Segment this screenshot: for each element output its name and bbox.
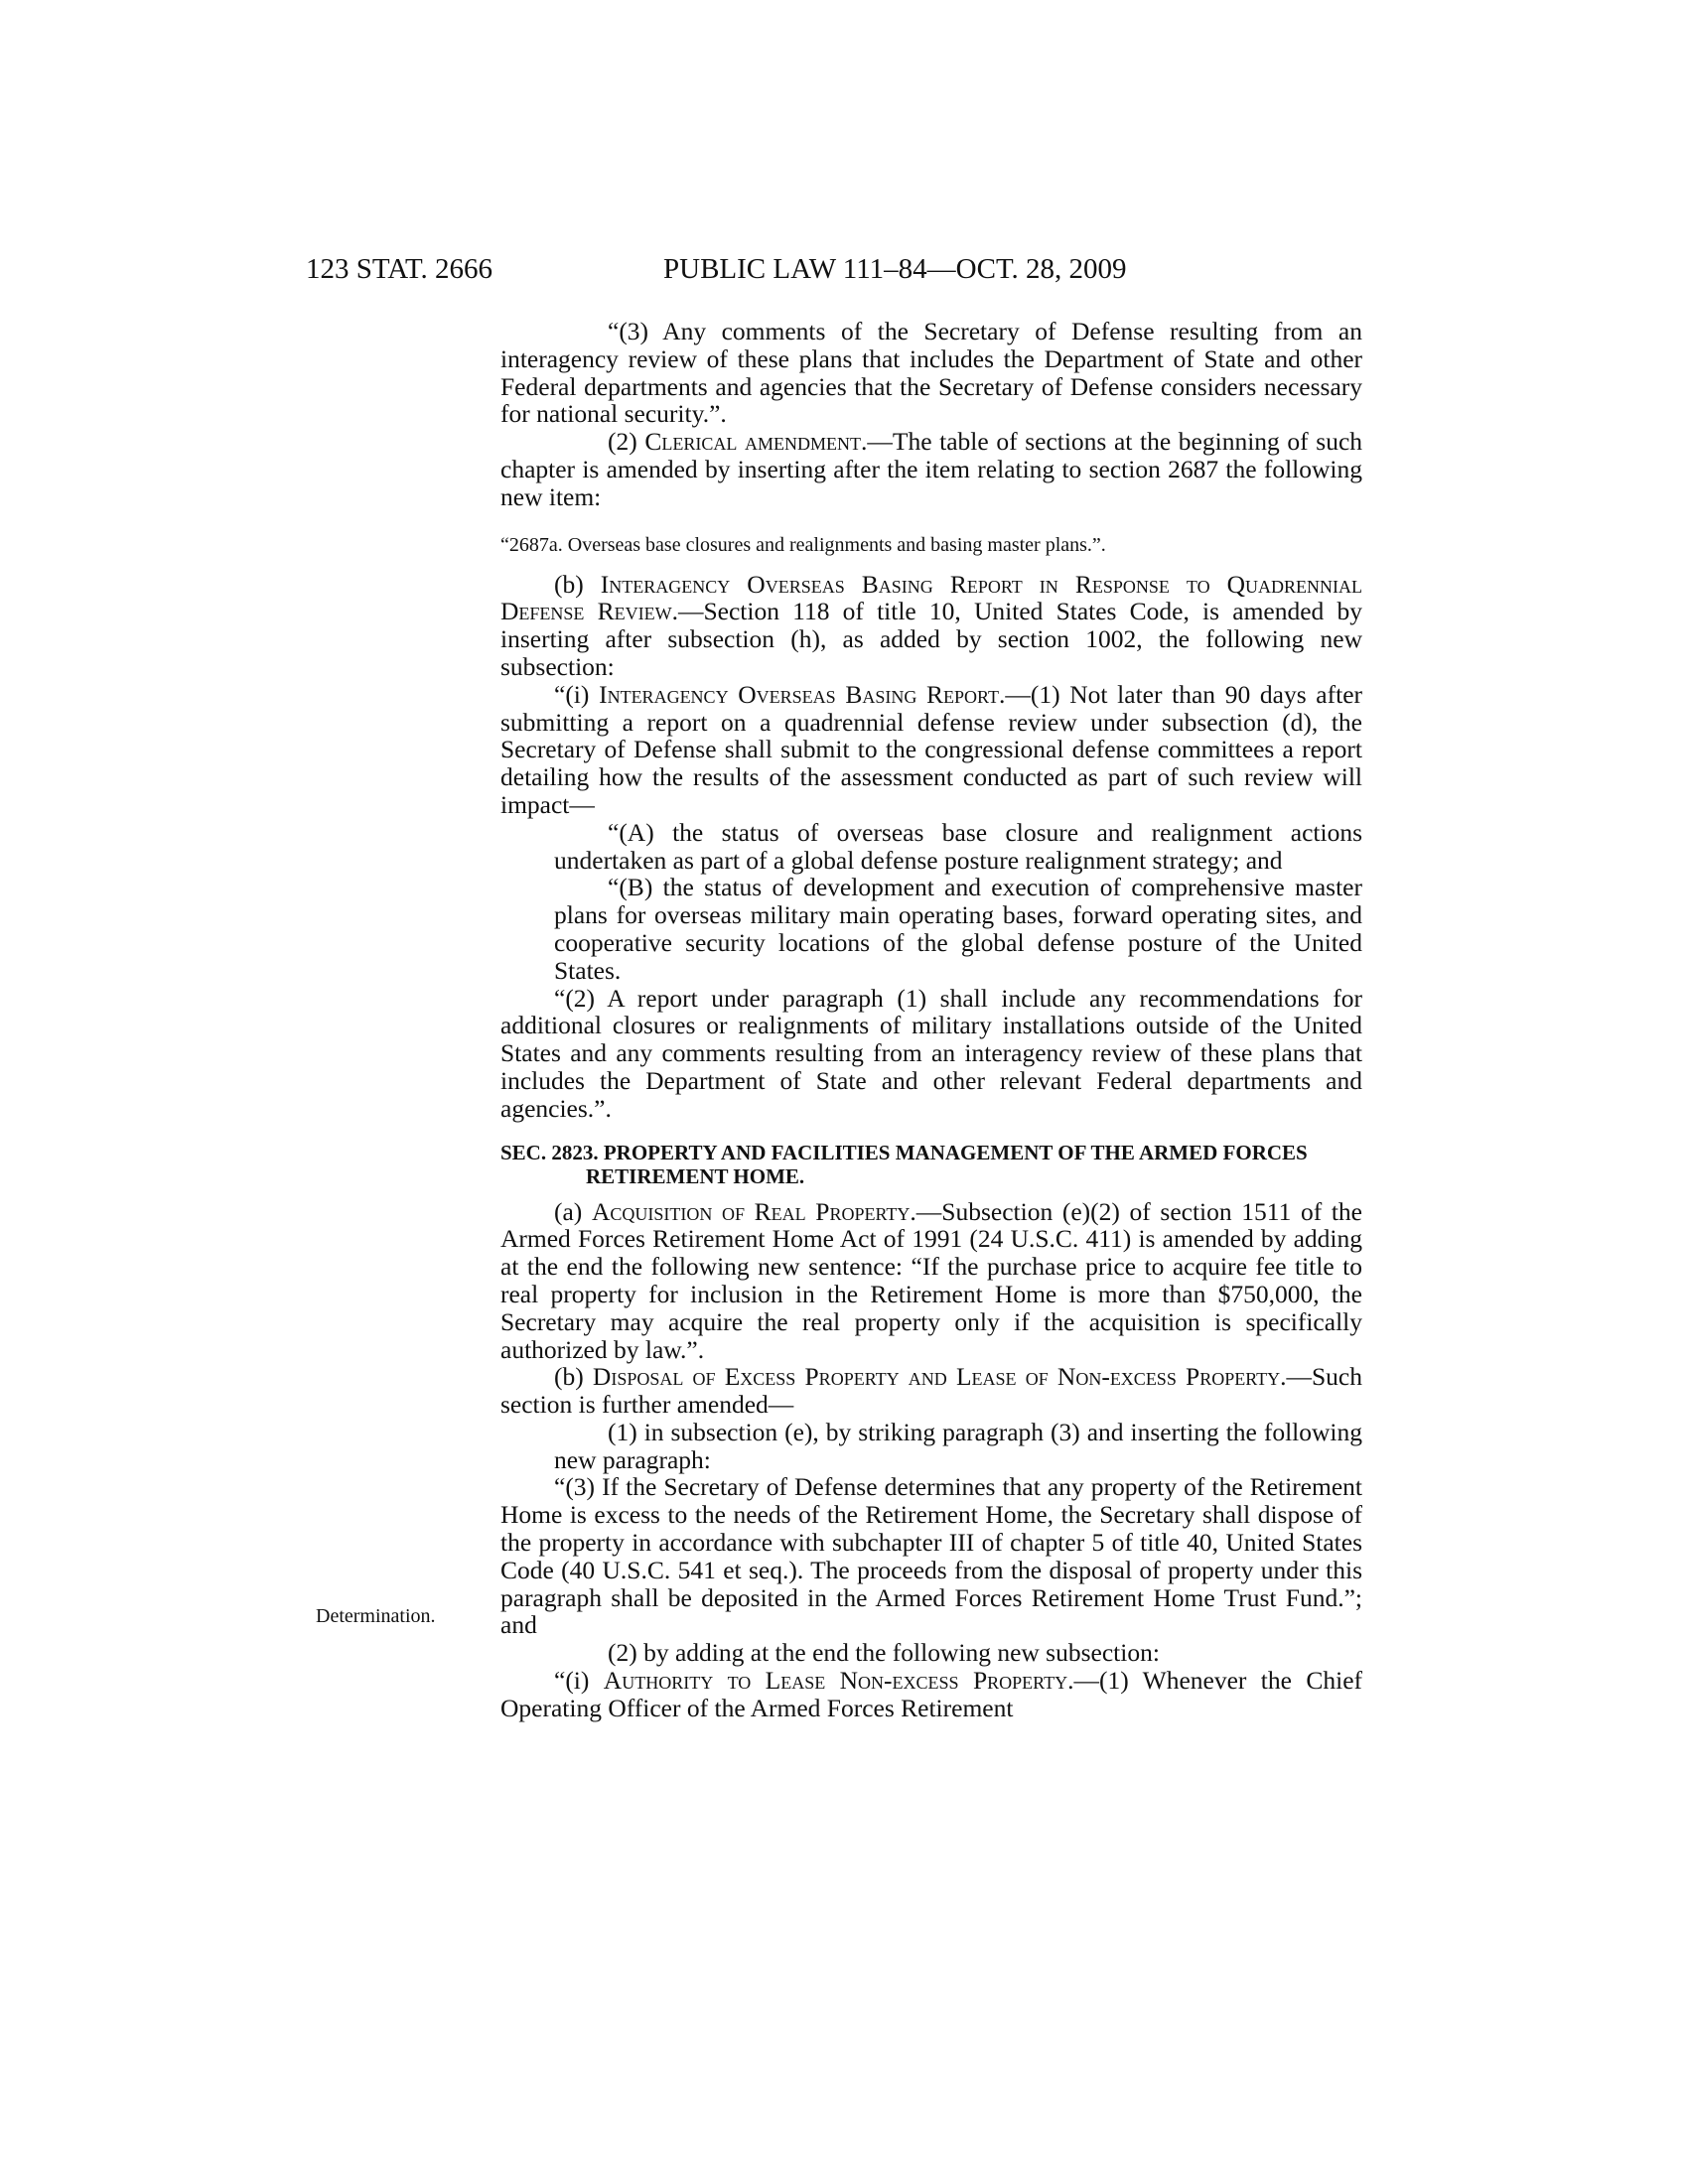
subsection-a-heading: Acquisition of Real Property — [591, 1196, 911, 1226]
subsection-i2-text: (1) Whenever the Chief Operating Officer of the Armed Forces Retirement — [500, 1666, 1363, 1722]
paragraph-b2-2: (2) by adding at the end the following new subsection: — [608, 1638, 1160, 1668]
statute-page-number: 123 STAT. 2666 — [306, 253, 493, 285]
table-of-sections-item: “2687a. Overseas base closures and realignments and basing master plans.”. — [500, 533, 1106, 556]
running-head: PUBLIC LAW 111–84—OCT. 28, 2009 — [663, 253, 1127, 285]
clerical-number: (2) — [608, 427, 637, 457]
subsection-b-number: (b) — [554, 569, 584, 599]
section-heading: SEC. 2823. PROPERTY AND FACILITIES MANAGEMENT OF THE ARMED FORCES RETIREMENT HOME. — [500, 1140, 1308, 1188]
subsection-b-text: Section 118 of title 10, United States Code, is amended by inserting after subsection (h), as added by section 1002, the following new subsection: — [500, 597, 1362, 681]
margin-note: Determination. — [316, 1605, 436, 1627]
paragraph-b2-1: (1) in subsection (e), by striking paragraph (3) and inserting the following new paragraph: — [554, 1417, 1362, 1474]
subsection-i-heading: Interagency Overseas Basing Report — [599, 679, 999, 709]
subsection-b2-number: (b) — [554, 1362, 584, 1392]
subsection-b2-text: Such section is further amended— — [500, 1362, 1362, 1420]
subsection-b2-heading: Disposal of Excess Property and Lease of Non-excess Property — [592, 1362, 1281, 1392]
subsection-b2: (b) Disposal of Excess Property and Lease of Non-excess Property.—Such section is further amended— — [500, 1362, 1362, 1420]
subsection-a-number: (a) — [554, 1196, 583, 1226]
subparagraph-b: “(B) the status of development and execution of comprehensive master plans for overseas military main operating bases, forward operating sites, and cooperative security locations of the global defense posture of the United States. — [554, 873, 1362, 985]
quoted-paragraph-3: “(3) Any comments of the Secretary of Defense resulting from an interagency review of these plans that includes the Department of State and other Federal departments and agencies that the Secretary of Defense considers necessary for national security.”. — [500, 317, 1362, 429]
text-column — [500, 318, 1362, 1722]
subparagraph-a: “(A) the status of overseas base closure and realignment actions undertaken as part of a global defense posture realignment strategy; and — [554, 817, 1362, 875]
clerical-text: The table of sections at the beginning of such chapter is amended by inserting after the item relating to section 2687 the following new item: — [500, 427, 1363, 511]
subsection-b-heading: Interagency Overseas Basing Report in Response to Quadrennial Defense Review — [500, 569, 1363, 626]
quoted-paragraph-3-disposal: “(3) If the Secretary of Defense determines that any property of the Retirement Home is excess to the needs of the Retirement Home, the Secretary shall dispose of the property in accordance with subchapter III of chapter 5 of title 40, United States Code (40 U.S.C. 541 et seq.). The proceeds from the disposal of property under this paragraph shall be deposited in the Armed Forces Retirement Home Trust Fund.”; and — [500, 1472, 1362, 1640]
paragraph-2: “(2) A report under paragraph (1) shall include any recommendations for additional closures or realignments of military installations outside of the United States and any comments resulting from an interagency review of these plans that includes the Department of State and other relevant Federal departments and agencies.”. — [500, 983, 1362, 1123]
subsection-i: “(i) Interagency Overseas Basing Report.—(1) Not later than 90 days after submitting a report on a quadrennial defense review under subsection (d), the Secretary of Defense shall submit to the congressional defense committees a report detailing how the results of the assessment conducted as part of such review will impact— — [500, 679, 1363, 819]
subsection-i2-number: “(i) — [554, 1666, 590, 1696]
subsection-b: (b) Interagency Overseas Basing Report in Response to Quadrennial Defense Review.—Section 118 of title 10, United States Code, is amended by inserting after subsection (h), as added by section 1002, the following new subsection: — [500, 569, 1363, 681]
subsection-i2-heading: Authority to Lease Non-excess Property — [603, 1666, 1068, 1696]
clerical-heading: Clerical amendment — [644, 427, 861, 457]
subsection-a: (a) Acquisition of Real Property.—Subsection (e)(2) of section 1511 of the Armed Forces Retirement Home Act of 1991 (24 U.S.C. 411) is amended by adding at the end the following new sentence: “If the purchase price to acquire fee title to real property for inclusion in the Retirement Home is more than $750,000, the Secretary may acquire the real property only if the acquisition is specifically authorized by law.”. — [500, 1196, 1362, 1364]
subsection-a-text: Subsection (e)(2) of section 1511 of the Armed Forces Retirement Home Act of 1991 (24 U.S.C. 411) is amended by adding at the end the following new sentence: “If the purchase price to acquire fee title to real property for inclusion in the Retirement Home is more than $750,000, the Secretary may acquire the real property only if the acquisition is specifically authorized by law.”. — [500, 1196, 1362, 1364]
subsection-i-number: “(i) — [554, 679, 590, 709]
subsection-i-text: (1) Not later than 90 days after submitting a report on a quadrennial defense review under subsection (d), the Secretary of Defense shall submit to the congressional defense committees a report detailing how the results of the assessment conducted as part of such review will impact— — [500, 679, 1363, 819]
subsection-i2: “(i) Authority to Lease Non-excess Property.—(1) Whenever the Chief Operating Officer of the Armed Forces Retirement — [500, 1666, 1363, 1722]
clerical-amendment: (2) Clerical amendment.—The table of sections at the beginning of such chapter is amended by inserting after the item relating to section 2687 the following new item: — [500, 427, 1363, 511]
